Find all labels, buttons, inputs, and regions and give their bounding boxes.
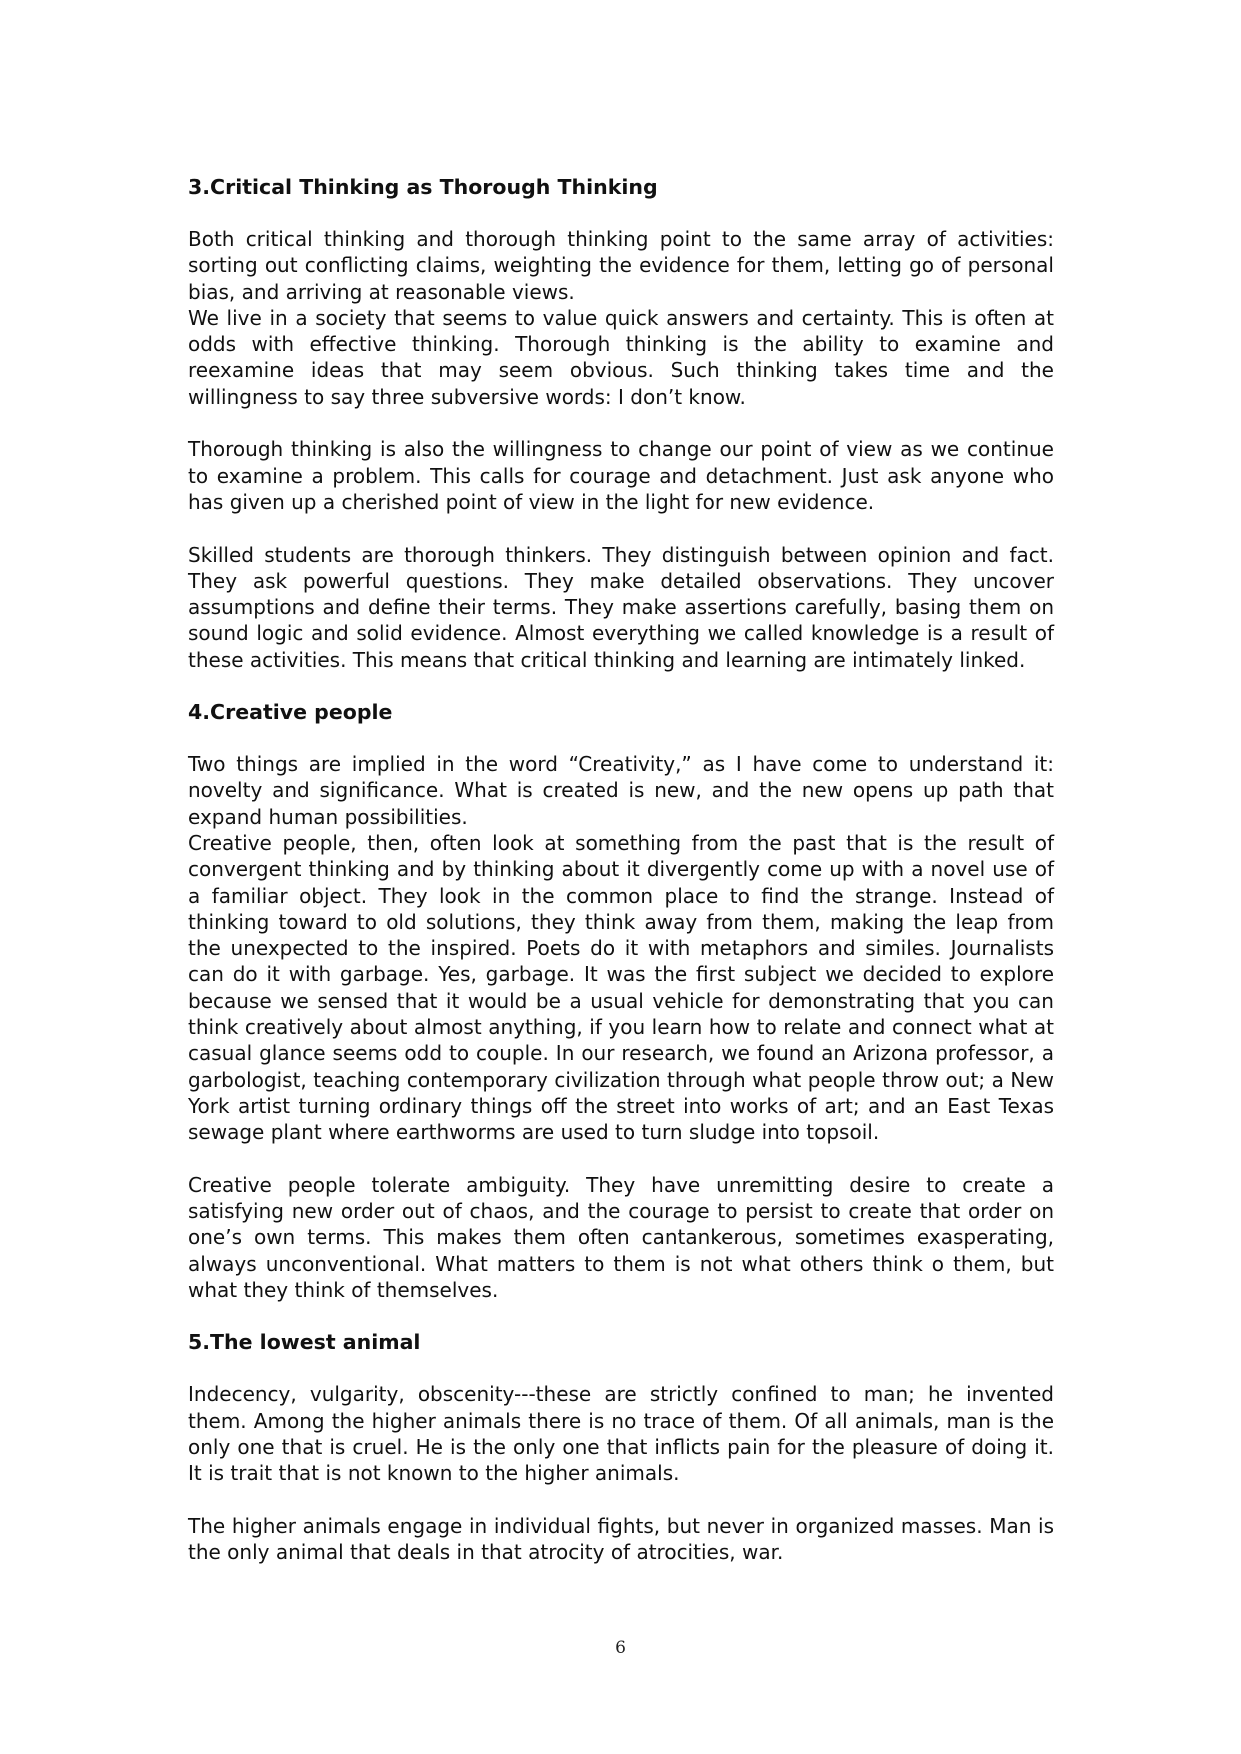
section-heading-lowest-animal: 5.The lowest animal xyxy=(188,1330,421,1355)
page-number: 6 xyxy=(615,1638,626,1658)
document-page xyxy=(188,174,1054,1565)
paragraph: Creative people tolerate ambiguity. They have unremitting desire to create a satisfying new order out of chaos, and the courage to persist to create that order on one’s own terms. This makes them often cantankerous, sometimes exasperating, always unconventional. What matters to them is not what others think o them, but what they think of themselves. xyxy=(188,1172,1054,1302)
paragraph: Two things are implied in the word “Creativity,” as I have come to understand it: novelty and significance. What is created is new, and the new opens up path that expand human possibilities. xyxy=(188,752,1054,829)
section-heading-creative-people: 4.Creative people xyxy=(188,700,393,725)
paragraph: Skilled students are thorough thinkers. They distinguish between opinion and fact. They ask powerful questions. They make detailed observations. They uncover assumptions and define their terms. They make assertions carefully, basing them on sound logic and solid evidence. Almost everything we called knowledge is a result of these activities. This means that critical thinking and learning are intimately linked. xyxy=(188,542,1054,672)
paragraph: Creative people, then, often look at something from the past that is the result of convergent thinking and by thinking about it divergently come up with a novel use of a familiar object. They look in the common place to find the strange. Instead of thinking toward to old solutions, they think away from them, making the leap from the unexpected to the inspired. Poets do it with metaphors and similes. Journalists can do it with garbage. Yes, garbage. It was the first subject we decided to explore because we sensed that it would be a usual vehicle for demonstrating that you can think creatively about almost anything, if you learn how to relate and connect what at casual glance seems odd to couple. In our research, we found an Arizona professor, a garbologist, teaching contemporary civilization through what people throw out; a New York artist turning ordinary things off the street into works of art; and an East Texas sewage plant where earthworms are used to turn sludge into topsoil. xyxy=(188,830,1054,1145)
paragraph: Indecency, vulgarity, obscenity---these are strictly confined to man; he invented them. Among the higher animals there is no trace of them. Of all animals, man is the only one that is cruel. He is the only one that inflicts pain for the pleasure of doing it. It is trait that is not known to the higher animals. xyxy=(188,1382,1054,1486)
paragraph: The higher animals engage in individual fights, but never in organized masses. Man is the only animal that deals in that atrocity of atrocities, war. xyxy=(188,1513,1054,1565)
section-heading-critical-thinking: 3.Critical Thinking as Thorough Thinking xyxy=(188,175,658,199)
paragraph: Thorough thinking is also the willingness to change our point of view as we continue to examine a problem. This calls for courage and detachment. Just ask anyone who has given up a cherished point of view in the light for new evidence. xyxy=(188,437,1054,514)
paragraph: Both critical thinking and thorough thinking point to the same array of activities: sorting out conflicting claims, weighting the evidence for them, letting go of personal bias, and arriving at reasonable views. xyxy=(188,227,1054,304)
paragraph: We live in a society that seems to value quick answers and certainty. This is often at odds with effective thinking. Thorough thinking is the ability to examine and reexamine ideas that may seem obvious. Such thinking takes time and the willingness to say three subversive words: I don’t know. xyxy=(188,305,1054,409)
